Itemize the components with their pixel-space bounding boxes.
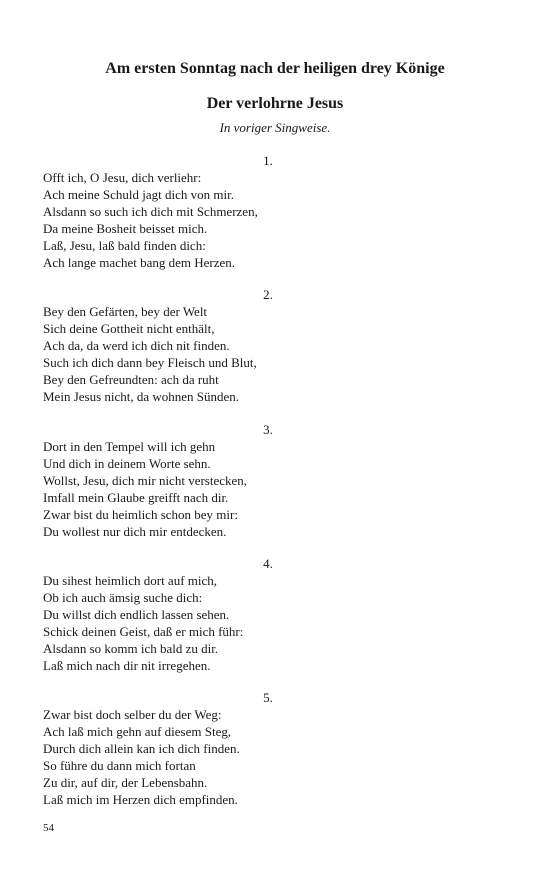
verse-line: Ob ich auch ämsig suche dich: (43, 590, 203, 605)
stanza-4 (43, 555, 503, 674)
stanza-3 (43, 421, 503, 540)
verse-line: Laß mich nach dir nit irregehen. (43, 658, 211, 673)
stanza-2 (43, 286, 503, 405)
melody-note: In voriger Singweise. (219, 120, 331, 135)
verse-line: Ach laß mich gehn auf diesem Steg, (43, 724, 232, 739)
verse-line: Bey den Gefreundten: ach da ruht (43, 372, 219, 387)
verse-line: Und dich in deinem Worte sehn. (43, 456, 211, 471)
verse-line: Imfall mein Glaube greifft nach dir. (43, 490, 229, 505)
verse-line: Du willst dich endlich lassen sehen. (43, 607, 230, 622)
verse-line: Ach lange machet bang dem Herzen. (43, 255, 236, 270)
verse-line: Durch dich allein kan ich dich finden. (43, 741, 240, 756)
verse-line: Mein Jesus nicht, da wohnen Sünden. (43, 389, 240, 404)
verse-line: Such ich dich dann bey Fleisch und Blut, (43, 355, 257, 370)
stanza-number: 3. (263, 422, 273, 437)
verse-line: Bey den Gefärten, bey der Welt (43, 304, 208, 319)
verse-line: Dort in den Tempel will ich gehn (43, 439, 216, 454)
verse-line: Du sihest heimlich dort auf mich, (43, 573, 218, 588)
verse-line: So führe du dann mich fortan (43, 758, 196, 773)
page-title: Am ersten Sonntag nach der heiligen drey Könige (105, 60, 445, 77)
verse-line: Offt ich, O Jesu, dich verliehr: (43, 170, 202, 185)
stanza-5 (43, 689, 503, 808)
stanza-number: 2. (263, 287, 273, 302)
verse-line: Zwar bist doch selber du der Weg: (43, 707, 222, 722)
verse-line: Zwar bist du heimlich schon bey mir: (43, 507, 238, 522)
stanza-number: 5. (263, 690, 273, 705)
verse-line: Alsdann so komm ich bald zu dir. (43, 641, 219, 656)
verse-line: Zu dir, auf dir, der Lebensbahn. (43, 775, 208, 790)
stanza-number: 4. (263, 556, 273, 571)
verse-line: Alsdann so such ich dich mit Schmerzen, (43, 204, 258, 219)
verse-line: Ach da, da werd ich dich nit finden. (43, 338, 230, 353)
verse-line: Da meine Bosheit beisset mich. (43, 221, 208, 236)
verse-line: Ach meine Schuld jagt dich von mir. (43, 187, 234, 202)
verse-line: Sich deine Gottheit nicht enthält, (43, 321, 215, 336)
verse-line: Du wollest nur dich mir entdecken. (43, 524, 227, 539)
verse-line: Laß, Jesu, laß bald finden dich: (43, 238, 206, 253)
stanza-number: 1. (263, 153, 273, 168)
hymn-title: Der verlohrne Jesus (206, 95, 344, 112)
verse-line: Laß mich im Herzen dich empfinden. (43, 792, 238, 807)
stanza-1 (43, 152, 503, 271)
page-number: 54 (43, 822, 54, 834)
verse-line: Wollst, Jesu, dich mir nicht verstecken, (43, 473, 248, 488)
verse-line: Schick deinen Geist, daß er mich führ: (43, 624, 244, 639)
